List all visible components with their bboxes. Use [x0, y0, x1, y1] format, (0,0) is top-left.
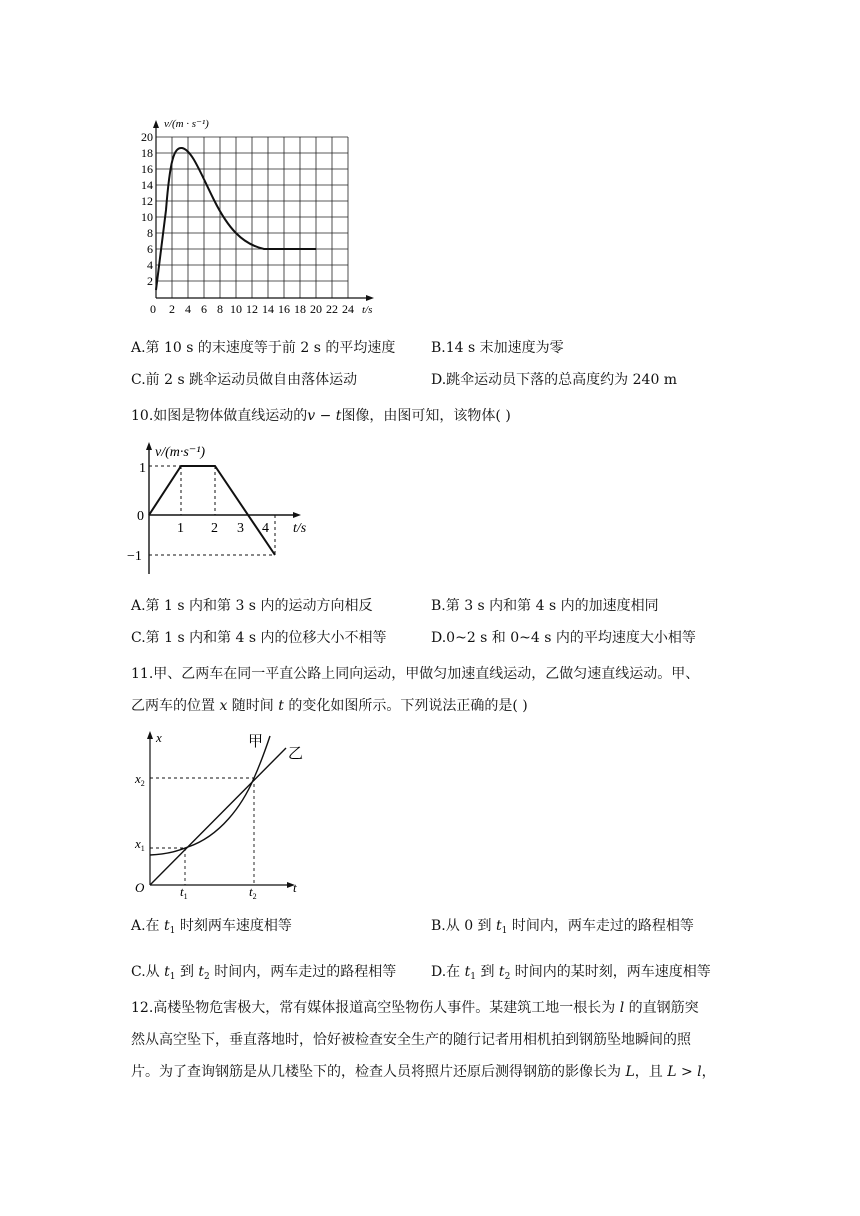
x-tick: 1 — [177, 521, 184, 536]
q11-option-d: D.在 $t_1$ 到 $t_2$ 时间内的某时刻，两车速度相等 — [431, 964, 711, 982]
x-tick: 8 — [217, 302, 223, 316]
y-tick: 0 — [150, 302, 156, 316]
q10-option-c: C.第 1 s 内和第 4 s 内的位移大小不相等 — [131, 630, 387, 646]
x-tick: 6 — [201, 302, 207, 316]
y-axis-label: v/(m · s⁻¹) — [164, 118, 209, 130]
x-tick-labels — [169, 302, 354, 316]
t1-label: $t_1$ — [180, 884, 188, 901]
x-axis-arrow — [366, 295, 374, 301]
x-tick: 24 — [342, 302, 354, 316]
q9-option-d: D.跳伞运动员下落的总高度约为 240 m — [431, 372, 678, 388]
x-tick: 2 — [169, 302, 175, 316]
x-tick: 2 — [211, 521, 218, 536]
q12-line2: 然从高空坠下，垂直落地时，恰好被检查安全生产的随行记者用相机拍到钢筋坠地瞬间的照 — [131, 1032, 691, 1048]
q10-stem-var: v − t — [307, 408, 342, 424]
x1-label: $x_1$ — [135, 836, 145, 853]
q11-xt-graph — [130, 726, 310, 901]
x-tick: 22 — [326, 302, 338, 316]
q11-stem-line2 — [131, 696, 528, 716]
x2-label: $x_2$ — [135, 771, 145, 788]
y-tick-labels — [141, 130, 156, 316]
q12-paragraph — [131, 992, 731, 1088]
y-tick-0: 0 — [137, 509, 144, 524]
y-tick: 16 — [141, 162, 153, 176]
line-yi-label: 乙 — [288, 746, 304, 762]
y-tick: 20 — [141, 130, 153, 144]
y-tick: 18 — [141, 146, 153, 160]
y-tick: 4 — [147, 258, 153, 272]
x-tick: 4 — [185, 302, 191, 316]
y-axis-label: x — [156, 730, 162, 745]
x-tick: 14 — [262, 302, 274, 316]
x-axis-arrow — [293, 512, 301, 518]
q11-stem-line1: 11.甲、乙两车在同一平直公路上同向运动，甲做匀加速直线运动，乙做匀速直线运动。甲、 — [131, 666, 700, 682]
x-axis-label: t/s — [362, 304, 373, 316]
y-tick: 12 — [141, 194, 153, 208]
x-axis-label: t/s — [293, 521, 307, 536]
x-tick: 20 — [310, 302, 322, 316]
curve-jia — [150, 736, 270, 855]
y-tick: 8 — [147, 226, 153, 240]
q11-stem-text: 的变化如图所示。下列说法正确的是( ) — [283, 698, 528, 714]
y-axis-arrow — [146, 442, 152, 450]
x-tick: 12 — [246, 302, 258, 316]
origin-label: O — [135, 880, 145, 895]
q10-stem — [131, 406, 511, 426]
q11-option-b: B.从 0 到 $t_1$ 时间内，两车走过的路程相等 — [431, 918, 694, 936]
q10-vt-graph — [125, 436, 325, 576]
q10-stem-suffix: 图像，由图可知，该物体( ) — [341, 408, 511, 424]
q10-option-d: D.0~2 s 和 0~4 s 内的平均速度大小相等 — [431, 630, 696, 646]
grid-lines — [156, 137, 348, 298]
x-tick: 4 — [262, 521, 269, 536]
curve-jia-label: 甲 — [248, 734, 264, 750]
x-tick: 16 — [278, 302, 290, 316]
q10-velocity-line — [149, 466, 275, 555]
q9-option-c: C.前 2 s 跳伞运动员做自由落体运动 — [131, 372, 358, 388]
q11-option-a: A.在 $t_1$ 时刻两车速度相等 — [131, 918, 292, 936]
q11-stem-var-x: x — [219, 698, 228, 714]
y-tick: 14 — [141, 178, 153, 192]
x-tick: 3 — [237, 521, 244, 536]
q9-option-b: B.14 s 末加速度为零 — [431, 340, 564, 356]
q11-stem-text: 随时间 — [227, 698, 279, 714]
x-axis-label: t — [293, 880, 297, 895]
q11-stem-var-t: t — [278, 698, 284, 714]
y-axis-arrow — [153, 120, 159, 128]
y-axis-label: v/(m·s⁻¹) — [155, 445, 206, 460]
y-tick: 6 — [147, 242, 153, 256]
q12-line1: 12.高楼坠物危害极大，常有媒体报道高空坠物伤人事件。某建筑工地一根长为 l 的直钢筋突 — [131, 1000, 699, 1016]
t2-label: $t_2$ — [249, 884, 257, 901]
y-axis-arrow — [147, 731, 153, 739]
y-tick: 10 — [141, 210, 153, 224]
q12-line3: 片。为了查询钢筋是从几楼坠下的，检查人员将照片还原后测得钢筋的影像长为 L，且 L > l， — [131, 1064, 716, 1080]
q9-option-a: A.第 10 s 的末速度等于前 2 s 的平均速度 — [131, 340, 396, 356]
y-tick-neg1: −1 — [127, 549, 142, 564]
line-yi — [150, 748, 286, 885]
q11-option-c: C.从 $t_1$ 到 $t_2$ 时间内，两车走过的路程相等 — [131, 964, 397, 982]
x-tick: 18 — [294, 302, 306, 316]
y-tick-1: 1 — [139, 461, 146, 476]
vt-grid-graph — [130, 110, 390, 320]
q10-stem-prefix: 10.如图是物体做直线运动的 — [131, 408, 308, 424]
q10-option-a: A.第 1 s 内和第 3 s 内的运动方向相反 — [131, 598, 373, 614]
y-tick: 2 — [147, 274, 153, 288]
q10-option-b: B.第 3 s 内和第 4 s 内的加速度相同 — [431, 598, 659, 614]
q11-stem-text: 乙两车的位置 — [131, 698, 220, 714]
x-tick: 10 — [230, 302, 242, 316]
